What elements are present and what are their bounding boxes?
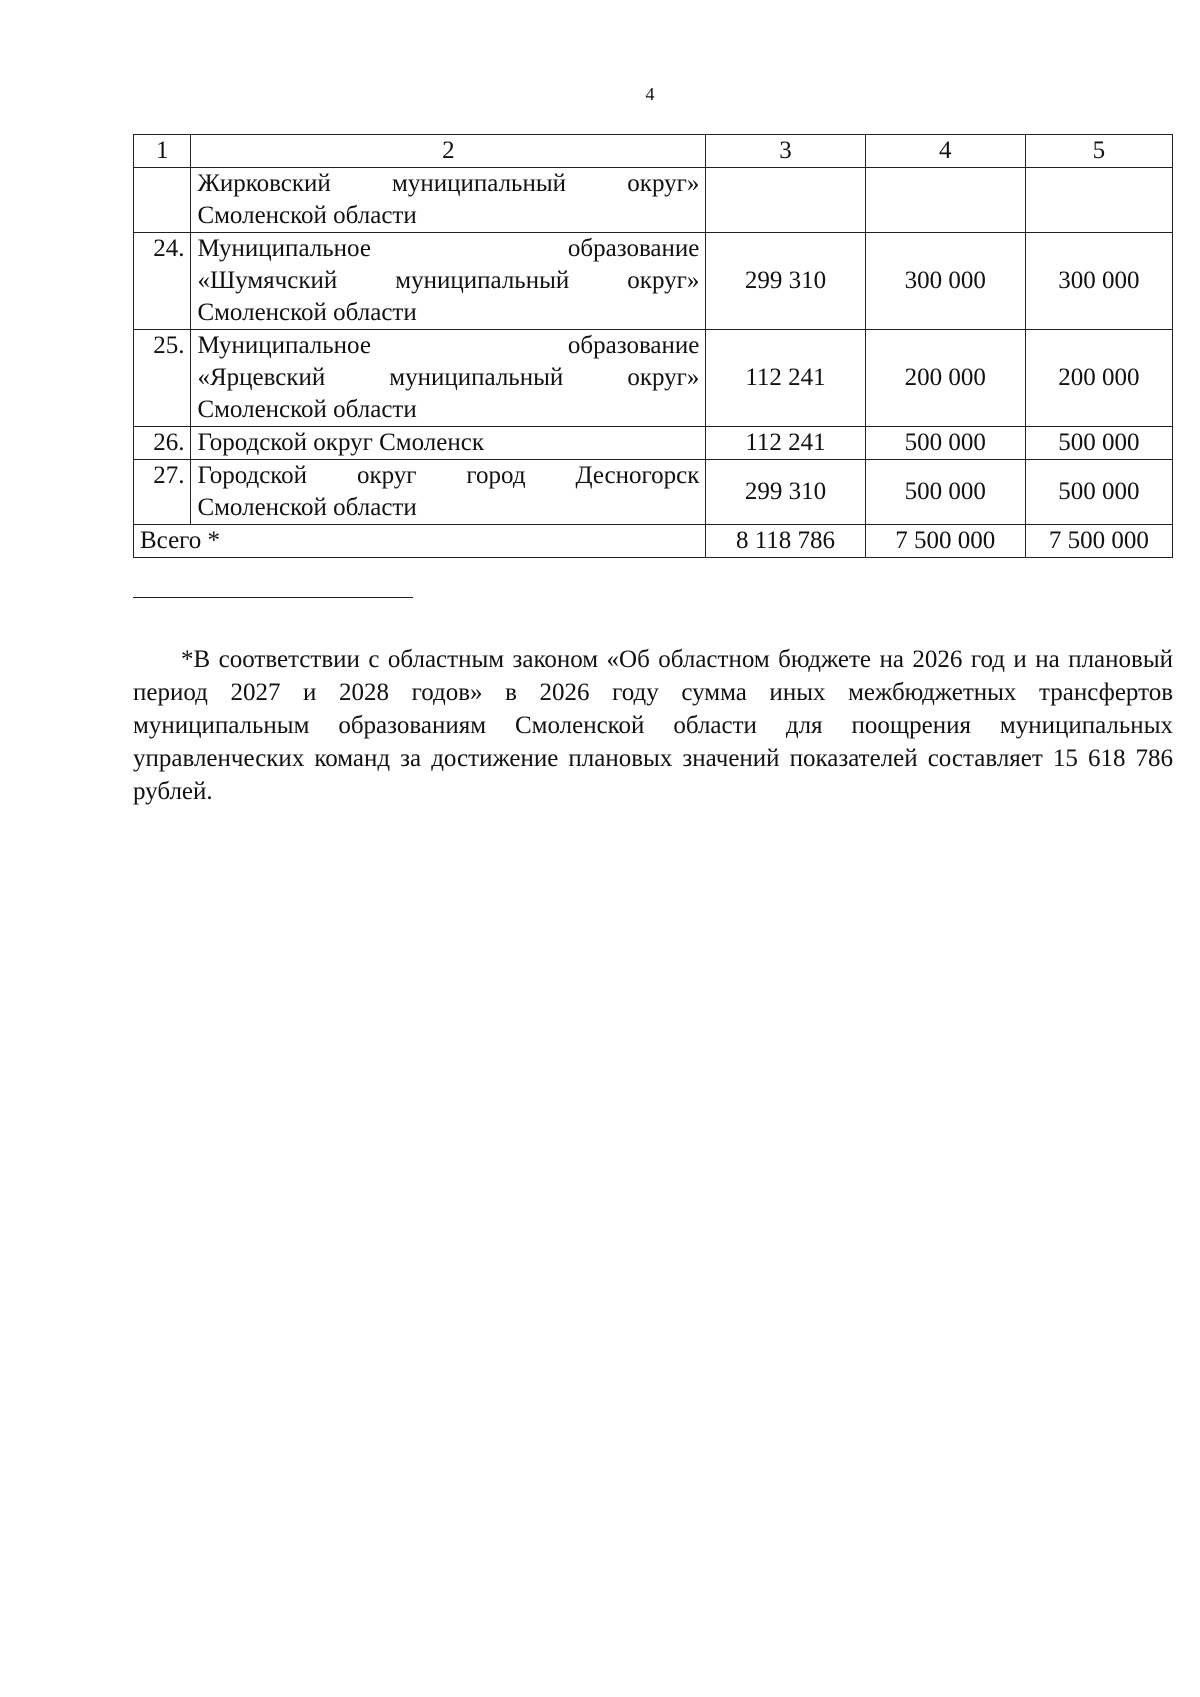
row-value-3: 299 310 xyxy=(706,233,865,330)
row-name-line: «Шумячский муниципальный округ» xyxy=(197,267,700,294)
table-total-row xyxy=(134,525,1173,558)
header-cell-5: 5 xyxy=(1025,135,1172,168)
table-row xyxy=(134,168,1173,233)
row-name-line: Городской округ город Десногорск xyxy=(197,462,700,489)
row-value-3: 112 241 xyxy=(706,330,865,427)
total-value-4: 7 500 000 xyxy=(865,525,1025,558)
row-value-5 xyxy=(1025,168,1172,233)
row-value-4: 300 000 xyxy=(865,233,1025,330)
row-name-line: Городской округ Смоленск xyxy=(197,429,484,456)
row-name xyxy=(191,233,706,330)
row-value-5: 200 000 xyxy=(1025,330,1172,427)
table-row xyxy=(134,427,1173,460)
row-value-4: 500 000 xyxy=(865,460,1025,525)
row-number: 25. xyxy=(134,330,191,427)
header-cell-1: 1 xyxy=(134,135,191,168)
row-name-line: Смоленской области xyxy=(197,202,417,229)
row-number: 26. xyxy=(134,427,191,460)
row-value-5: 500 000 xyxy=(1025,460,1172,525)
row-number xyxy=(134,168,191,233)
row-name xyxy=(191,427,706,460)
row-value-5: 500 000 xyxy=(1025,427,1172,460)
table-header-row xyxy=(134,135,1173,168)
row-value-3 xyxy=(706,168,865,233)
footnote-divider xyxy=(133,597,413,598)
row-value-3: 112 241 xyxy=(706,427,865,460)
header-cell-2: 2 xyxy=(191,135,706,168)
row-name xyxy=(191,460,706,525)
row-name-line: Муниципальное образование xyxy=(197,235,700,262)
page-number: 4 xyxy=(645,84,655,104)
row-name xyxy=(191,168,706,233)
row-name xyxy=(191,330,706,427)
row-name-line: Муниципальное образование xyxy=(197,332,700,359)
header-cell-3: 3 xyxy=(706,135,865,168)
row-value-4 xyxy=(865,168,1025,233)
table-row xyxy=(134,460,1173,525)
footnote-text: *В соответствии с областным законом «Об областном бюджете на 2026 год и на плановый период 2027 и 2028 годов» в 2026 году сумма иных межбюджетных трансфертов муниципальным образованиям Смоленской области для поощрения муниципальных управленческих команд за достижение плановых значений показателей составляет 15 618 786 рублей. xyxy=(133,646,1173,805)
row-value-5: 300 000 xyxy=(1025,233,1172,330)
total-value-5: 7 500 000 xyxy=(1025,525,1172,558)
row-value-4: 200 000 xyxy=(865,330,1025,427)
table-row xyxy=(134,330,1173,427)
row-name-line: Смоленской области xyxy=(197,396,417,423)
row-value-3: 299 310 xyxy=(706,460,865,525)
row-number: 24. xyxy=(134,233,191,330)
budget-table xyxy=(133,134,1173,558)
total-label: Всего * xyxy=(134,525,706,558)
total-value-3: 8 118 786 xyxy=(706,525,865,558)
row-name-line: Смоленской области xyxy=(197,494,417,521)
row-value-4: 500 000 xyxy=(865,427,1025,460)
row-name-line: Жирковский муниципальный округ» xyxy=(197,170,700,197)
row-name-line: Смоленской области xyxy=(197,299,417,326)
row-name-line: «Ярцевский муниципальный округ» xyxy=(197,364,700,391)
header-cell-4: 4 xyxy=(865,135,1025,168)
table-row xyxy=(134,233,1173,330)
row-number: 27. xyxy=(134,460,191,525)
